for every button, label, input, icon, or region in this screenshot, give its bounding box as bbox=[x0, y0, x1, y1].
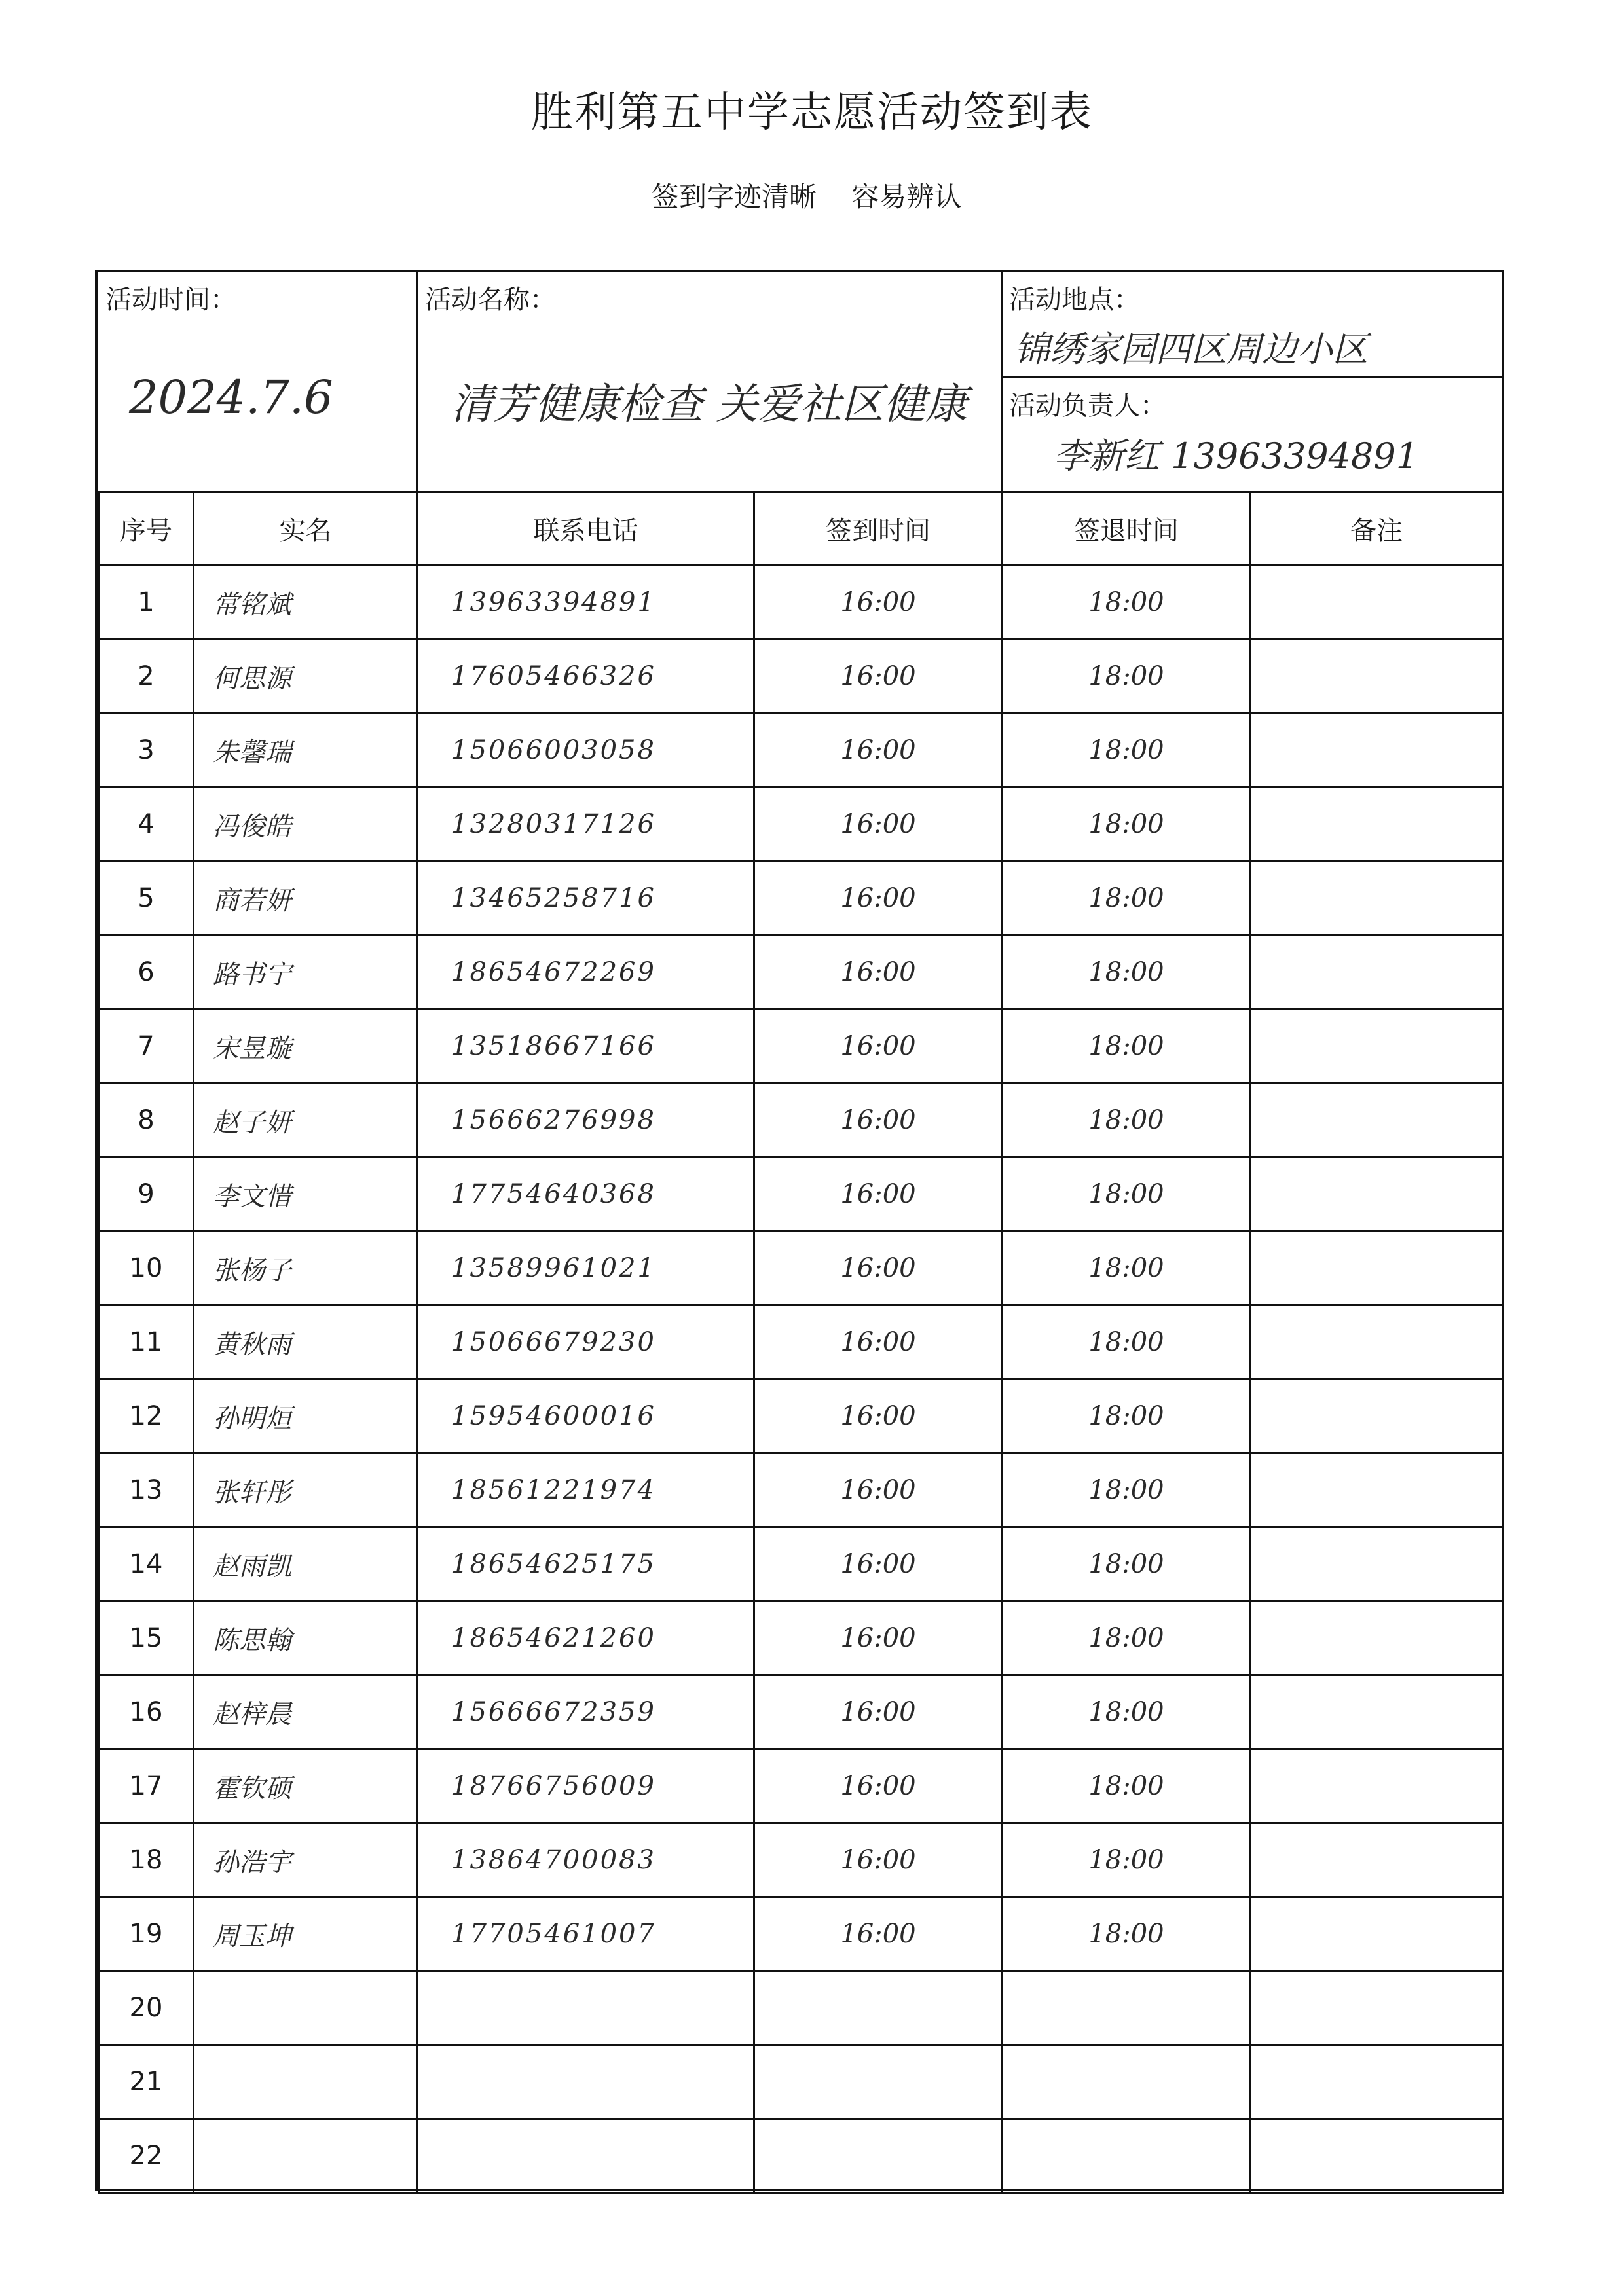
row-number: 4 bbox=[99, 788, 194, 862]
activity-name-label: 活动名称： bbox=[425, 285, 556, 315]
col-header-no: 序号 bbox=[99, 492, 194, 566]
row-note bbox=[1251, 1305, 1503, 1379]
table-row bbox=[99, 1305, 1503, 1379]
row-phone: 13518667166 bbox=[418, 1010, 754, 1084]
table-row bbox=[99, 1453, 1503, 1527]
col-header-note: 备注 bbox=[1251, 492, 1503, 566]
row-phone bbox=[418, 1971, 754, 2045]
row-phone: 13864700083 bbox=[418, 1823, 754, 1897]
row-checkout: 18:00 bbox=[1003, 1010, 1251, 1084]
row-checkin: 16:00 bbox=[754, 1675, 1003, 1749]
row-note bbox=[1251, 1675, 1503, 1749]
row-number: 14 bbox=[99, 1527, 194, 1601]
table-row bbox=[99, 1897, 1503, 1971]
row-name: 周玉坤 bbox=[194, 1897, 418, 1971]
row-number: 2 bbox=[99, 640, 194, 714]
table-row bbox=[99, 1379, 1503, 1453]
row-checkout: 18:00 bbox=[1003, 1897, 1251, 1971]
row-name: 张轩彤 bbox=[194, 1453, 418, 1527]
row-phone: 13465258716 bbox=[418, 862, 754, 936]
row-checkin bbox=[754, 2045, 1003, 2119]
row-checkout: 18:00 bbox=[1003, 1453, 1251, 1527]
row-number: 9 bbox=[99, 1157, 194, 1231]
table-row bbox=[99, 714, 1503, 788]
activity-leader-label: 活动负责人： bbox=[1009, 391, 1166, 421]
row-checkout: 18:00 bbox=[1003, 1305, 1251, 1379]
row-checkin bbox=[754, 2119, 1003, 2193]
table-row bbox=[99, 1157, 1503, 1231]
row-number: 8 bbox=[99, 1084, 194, 1157]
row-name: 黄秋雨 bbox=[194, 1305, 418, 1379]
row-phone: 18654621260 bbox=[418, 1601, 754, 1675]
table-row bbox=[99, 1527, 1503, 1601]
row-number: 5 bbox=[99, 862, 194, 936]
row-number: 19 bbox=[99, 1897, 194, 1971]
row-note bbox=[1251, 1231, 1503, 1305]
row-checkin: 16:00 bbox=[754, 1453, 1003, 1527]
row-note bbox=[1251, 862, 1503, 936]
table-row bbox=[99, 1675, 1503, 1749]
table-row bbox=[99, 640, 1503, 714]
row-checkout: 18:00 bbox=[1003, 1157, 1251, 1231]
row-number: 18 bbox=[99, 1823, 194, 1897]
row-checkin: 16:00 bbox=[754, 1305, 1003, 1379]
row-name bbox=[194, 2119, 418, 2193]
row-checkin: 16:00 bbox=[754, 1749, 1003, 1823]
row-note bbox=[1251, 1084, 1503, 1157]
col-header-checkout: 签退时间 bbox=[1003, 492, 1251, 566]
row-checkout: 18:00 bbox=[1003, 1675, 1251, 1749]
row-name: 霍钦硕 bbox=[194, 1749, 418, 1823]
row-name: 路书宁 bbox=[194, 936, 418, 1010]
row-note bbox=[1251, 2119, 1503, 2193]
row-checkout bbox=[1003, 2119, 1251, 2193]
row-number: 16 bbox=[99, 1675, 194, 1749]
row-name: 孙明烜 bbox=[194, 1379, 418, 1453]
table-row bbox=[99, 1823, 1503, 1897]
row-number: 21 bbox=[99, 2045, 194, 2119]
row-name: 商若妍 bbox=[194, 862, 418, 936]
page-subtitle: 签到字迹清晰 容易辨认 bbox=[652, 181, 962, 213]
row-checkout: 18:00 bbox=[1003, 1601, 1251, 1675]
row-name: 朱馨瑞 bbox=[194, 714, 418, 788]
row-note bbox=[1251, 566, 1503, 640]
row-checkout: 18:00 bbox=[1003, 1823, 1251, 1897]
row-checkin: 16:00 bbox=[754, 862, 1003, 936]
row-checkout: 18:00 bbox=[1003, 1527, 1251, 1601]
row-checkin: 16:00 bbox=[754, 1601, 1003, 1675]
row-checkin: 16:00 bbox=[754, 1157, 1003, 1231]
row-name: 赵梓晨 bbox=[194, 1675, 418, 1749]
row-name: 宋昱璇 bbox=[194, 1010, 418, 1084]
row-name: 李文惜 bbox=[194, 1157, 418, 1231]
row-name: 冯俊皓 bbox=[194, 788, 418, 862]
sign-in-sheet bbox=[95, 270, 1504, 2191]
activity-leader-value: 李新红 13963394891 bbox=[1054, 435, 1419, 477]
col-header-name: 实名 bbox=[194, 492, 418, 566]
table-row bbox=[99, 1084, 1503, 1157]
row-checkin: 16:00 bbox=[754, 788, 1003, 862]
table-row bbox=[99, 1749, 1503, 1823]
row-number: 13 bbox=[99, 1453, 194, 1527]
row-number: 6 bbox=[99, 936, 194, 1010]
row-phone: 15066003058 bbox=[418, 714, 754, 788]
row-note bbox=[1251, 2045, 1503, 2119]
place-divider bbox=[1001, 376, 1502, 378]
row-phone: 18654625175 bbox=[418, 1527, 754, 1601]
row-number: 10 bbox=[99, 1231, 194, 1305]
row-checkout bbox=[1003, 2045, 1251, 2119]
row-checkout: 18:00 bbox=[1003, 862, 1251, 936]
table-row bbox=[99, 862, 1503, 936]
row-checkout: 18:00 bbox=[1003, 640, 1251, 714]
table-row bbox=[99, 936, 1503, 1010]
row-checkin: 16:00 bbox=[754, 1527, 1003, 1601]
row-phone bbox=[418, 2045, 754, 2119]
activity-place-label: 活动地点： bbox=[1009, 285, 1140, 315]
row-note bbox=[1251, 1379, 1503, 1453]
activity-time-label: 活动时间： bbox=[105, 285, 236, 315]
row-checkin: 16:00 bbox=[754, 1231, 1003, 1305]
row-checkin: 16:00 bbox=[754, 714, 1003, 788]
row-note bbox=[1251, 788, 1503, 862]
row-name: 赵子妍 bbox=[194, 1084, 418, 1157]
row-note bbox=[1251, 1453, 1503, 1527]
row-checkout: 18:00 bbox=[1003, 1379, 1251, 1453]
row-phone: 17754640368 bbox=[418, 1157, 754, 1231]
row-checkout bbox=[1003, 1971, 1251, 2045]
row-checkin: 16:00 bbox=[754, 640, 1003, 714]
row-phone: 18766756009 bbox=[418, 1749, 754, 1823]
row-phone: 15954600016 bbox=[418, 1379, 754, 1453]
row-checkin: 16:00 bbox=[754, 1084, 1003, 1157]
row-note bbox=[1251, 640, 1503, 714]
row-checkin: 16:00 bbox=[754, 1823, 1003, 1897]
activity-time-value: 2024.7.6 bbox=[129, 371, 333, 424]
row-phone: 17705461007 bbox=[418, 1897, 754, 1971]
table-row bbox=[99, 2119, 1503, 2193]
table-header-row bbox=[99, 492, 1503, 566]
table-row bbox=[99, 566, 1503, 640]
header-divider-1 bbox=[416, 272, 418, 491]
row-number: 17 bbox=[99, 1749, 194, 1823]
table-row bbox=[99, 1231, 1503, 1305]
activity-name-value: 清芳健康检查 关爱社区健康 bbox=[451, 380, 968, 429]
row-phone: 13589961021 bbox=[418, 1231, 754, 1305]
row-name bbox=[194, 2045, 418, 2119]
row-phone bbox=[418, 2119, 754, 2193]
row-checkout: 18:00 bbox=[1003, 1749, 1251, 1823]
row-checkout: 18:00 bbox=[1003, 788, 1251, 862]
row-number: 15 bbox=[99, 1601, 194, 1675]
row-note bbox=[1251, 1823, 1503, 1897]
row-note bbox=[1251, 1010, 1503, 1084]
row-checkout: 18:00 bbox=[1003, 936, 1251, 1010]
table-row bbox=[99, 1010, 1503, 1084]
row-name: 孙浩宇 bbox=[194, 1823, 418, 1897]
row-name: 陈思翰 bbox=[194, 1601, 418, 1675]
row-number: 1 bbox=[99, 566, 194, 640]
row-name: 张杨子 bbox=[194, 1231, 418, 1305]
row-phone: 15666276998 bbox=[418, 1084, 754, 1157]
row-note bbox=[1251, 1749, 1503, 1823]
row-checkin: 16:00 bbox=[754, 1897, 1003, 1971]
activity-place-value: 锦绣家园四区周边小区 bbox=[1014, 329, 1368, 370]
row-number: 11 bbox=[99, 1305, 194, 1379]
col-header-phone: 联系电话 bbox=[418, 492, 754, 566]
header-divider-2 bbox=[1001, 272, 1003, 491]
row-phone: 15066679230 bbox=[418, 1305, 754, 1379]
row-checkout: 18:00 bbox=[1003, 566, 1251, 640]
row-note bbox=[1251, 1601, 1503, 1675]
row-phone: 13963394891 bbox=[418, 566, 754, 640]
row-phone: 15666672359 bbox=[418, 1675, 754, 1749]
row-note bbox=[1251, 1157, 1503, 1231]
table-row bbox=[99, 1971, 1503, 2045]
row-number: 20 bbox=[99, 1971, 194, 2045]
page-title: 胜利第五中学志愿活动签到表 bbox=[531, 88, 1093, 137]
table-row bbox=[99, 2045, 1503, 2119]
row-note bbox=[1251, 714, 1503, 788]
col-header-checkin: 签到时间 bbox=[754, 492, 1003, 566]
row-checkin: 16:00 bbox=[754, 566, 1003, 640]
row-phone: 18654672269 bbox=[418, 936, 754, 1010]
row-note bbox=[1251, 1897, 1503, 1971]
row-note bbox=[1251, 1971, 1503, 2045]
sign-in-table bbox=[98, 491, 1504, 2194]
row-checkin: 16:00 bbox=[754, 1010, 1003, 1084]
row-phone: 13280317126 bbox=[418, 788, 754, 862]
row-checkin: 16:00 bbox=[754, 936, 1003, 1010]
table-row bbox=[99, 788, 1503, 862]
row-phone: 17605466326 bbox=[418, 640, 754, 714]
row-number: 3 bbox=[99, 714, 194, 788]
row-number: 12 bbox=[99, 1379, 194, 1453]
row-note bbox=[1251, 1527, 1503, 1601]
row-number: 22 bbox=[99, 2119, 194, 2193]
row-name bbox=[194, 1971, 418, 2045]
table-row bbox=[99, 1601, 1503, 1675]
row-number: 7 bbox=[99, 1010, 194, 1084]
row-note bbox=[1251, 936, 1503, 1010]
row-checkin bbox=[754, 1971, 1003, 2045]
row-checkout: 18:00 bbox=[1003, 1084, 1251, 1157]
row-checkout: 18:00 bbox=[1003, 1231, 1251, 1305]
row-checkin: 16:00 bbox=[754, 1379, 1003, 1453]
row-checkout: 18:00 bbox=[1003, 714, 1251, 788]
row-name: 何思源 bbox=[194, 640, 418, 714]
row-name: 常铭斌 bbox=[194, 566, 418, 640]
row-name: 赵雨凯 bbox=[194, 1527, 418, 1601]
row-phone: 18561221974 bbox=[418, 1453, 754, 1527]
